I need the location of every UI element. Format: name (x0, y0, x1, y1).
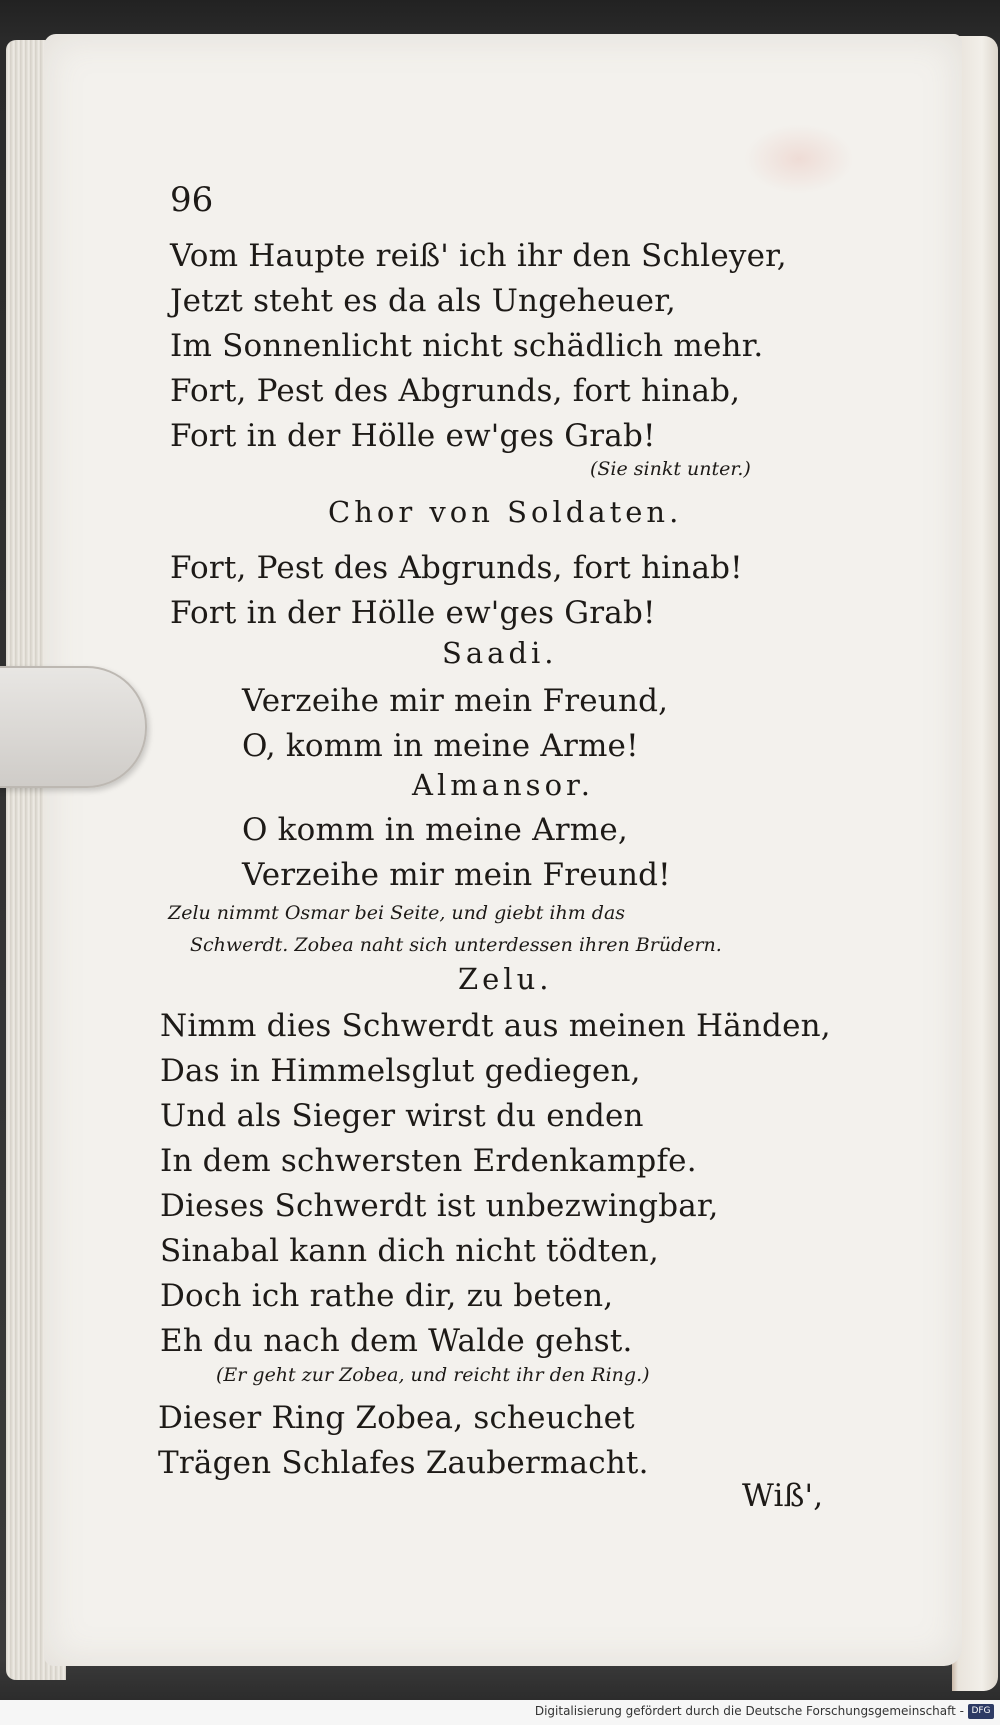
stage-direction: Zelu nimmt Osmar bei Seite, und giebt ihm das (168, 902, 626, 924)
stage-direction: (Sie sinkt unter.) (590, 458, 751, 480)
page-number: 96 (170, 180, 214, 220)
verse-line: Verzeihe mir mein Freund! (242, 857, 671, 893)
footer-bar (0, 1700, 1000, 1725)
footer-credit: Digitalisierung gefördert durch die Deutsche Forschungsgemeinschaft - (534, 1704, 964, 1718)
thumb-holding-page (0, 666, 147, 788)
catchword: Wiß', (742, 1478, 824, 1514)
verse-line: Eh du nach dem Walde gehst. (160, 1323, 633, 1359)
verse-line: Dieses Schwerdt ist unbezwingbar, (160, 1188, 719, 1224)
verse-line: Fort, Pest des Abgrunds, fort hinab, (170, 373, 741, 409)
stage-direction: (Er geht zur Zobea, und reicht ihr den Ring.) (216, 1364, 650, 1386)
speaker-heading: Saadi. (442, 636, 558, 670)
verse-line: Verzeihe mir mein Freund, (242, 683, 669, 719)
verse-line: Und als Sieger wirst du enden (160, 1098, 644, 1134)
speaker-heading: Chor von Soldaten. (328, 495, 683, 529)
verse-line: Fort in der Hölle ew'ges Grab! (170, 418, 656, 454)
verse-line: Vom Haupte reiß' ich ihr den Schleyer, (170, 238, 787, 274)
verse-line: Fort, Pest des Abgrunds, fort hinab! (170, 550, 743, 586)
speaker-heading: Almansor. (412, 768, 594, 802)
verse-line: Trägen Schlafes Zaubermacht. (158, 1445, 649, 1481)
page-stain (744, 124, 854, 194)
verse-line: O, komm in meine Arme! (242, 728, 639, 764)
verse-line: Das in Himmelsglut gediegen, (160, 1053, 641, 1089)
verse-line: Fort in der Hölle ew'ges Grab! (170, 595, 656, 631)
verse-line: Jetzt steht es da als Ungeheuer, (170, 283, 676, 319)
verse-line: Im Sonnenlicht nicht schädlich mehr. (170, 328, 764, 364)
verse-line: O komm in meine Arme, (242, 812, 628, 848)
verse-line: Nimm dies Schwerdt aus meinen Händen, (160, 1008, 831, 1044)
verse-line: Sinabal kann dich nicht tödten, (160, 1233, 659, 1269)
stage-direction: Schwerdt. Zobea naht sich unterdessen ihren Brüdern. (190, 934, 722, 956)
speaker-heading: Zelu. (458, 962, 553, 996)
verse-line: Dieser Ring Zobea, scheuchet (158, 1400, 635, 1436)
verse-line: In dem schwersten Erdenkampfe. (160, 1143, 697, 1179)
dfg-logo-badge: DFG (968, 1704, 994, 1719)
verse-line: Doch ich rathe dir, zu beten, (160, 1278, 614, 1314)
